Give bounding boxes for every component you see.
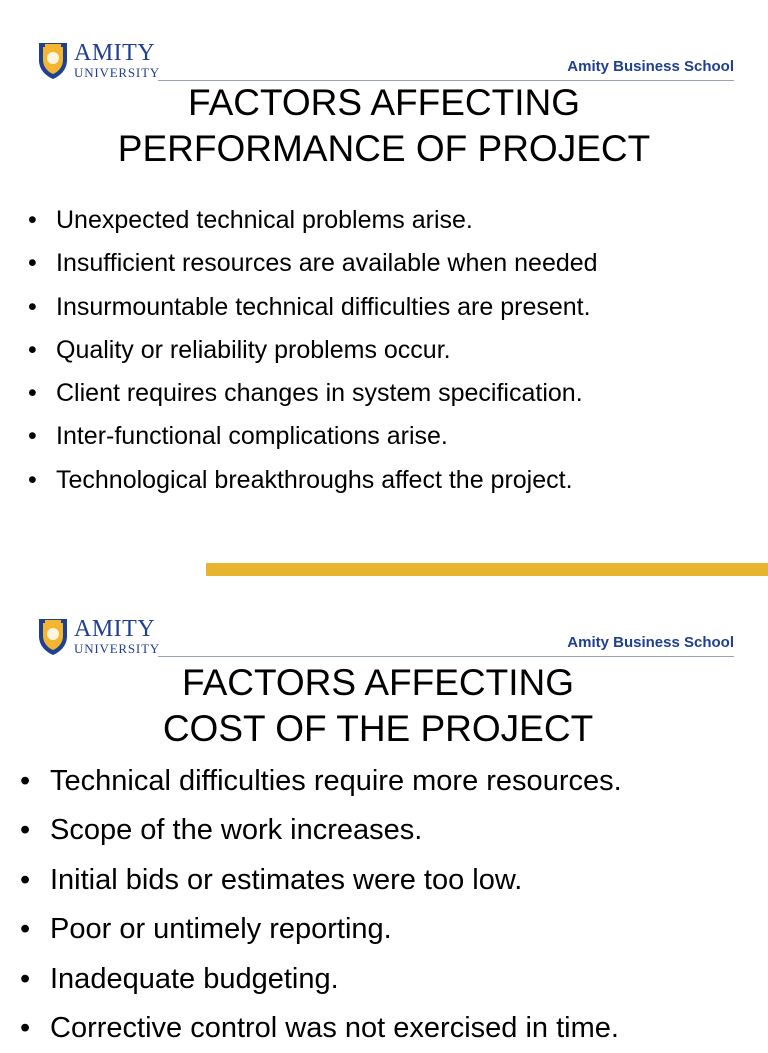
school-name: Amity Business School — [567, 634, 734, 651]
amity-logo — [36, 616, 160, 656]
bullet-icon: • — [20, 1011, 31, 1044]
title-line: PERFORMANCE OF PROJECT — [117, 128, 651, 169]
bullet-icon: • — [20, 765, 31, 797]
amity-logo — [36, 40, 160, 80]
list-item: • Unexpected technical problems arise. — [28, 199, 598, 242]
slide-title — [0, 80, 768, 172]
bullet-icon: • — [28, 292, 37, 321]
bullet-icon: • — [28, 465, 37, 494]
school-name: Amity Business School — [567, 58, 734, 75]
bullet-icon: • — [20, 962, 31, 995]
bullet-icon: • — [20, 863, 31, 896]
logo-subtitle: UNIVERSITY — [74, 641, 160, 656]
list-item: • Poor or untimely reporting. — [20, 905, 622, 954]
list-item: • Client requires changes in system specification. — [28, 372, 598, 415]
bullet-icon: • — [28, 206, 37, 234]
amity-shield-icon — [36, 616, 70, 656]
bullet-icon: • — [28, 379, 37, 408]
bullet-icon: • — [28, 249, 37, 278]
list-item: • Corrective control was not exercised in time. — [20, 1004, 622, 1053]
bullet-icon: • — [20, 913, 31, 946]
bullet-list — [20, 757, 622, 1053]
list-item: • Scope of the work increases. — [20, 806, 622, 855]
title-line: FACTORS AFFECTING — [188, 82, 580, 123]
list-item: • Technological breakthroughs affect the project. — [28, 459, 598, 502]
title-line: COST OF THE PROJECT — [162, 708, 594, 749]
bullet-icon: • — [28, 335, 37, 364]
amity-shield-icon — [36, 40, 70, 80]
list-item: • Insufficient resources are available when needed — [28, 242, 598, 285]
logo-name: AMITY — [74, 616, 156, 642]
title-line: FACTORS AFFECTING — [182, 662, 574, 703]
bullet-list — [28, 199, 598, 502]
list-item: • Inter-functional complications arise. — [28, 415, 598, 458]
header-divider — [158, 656, 734, 657]
list-item: • Insurmountable technical difficulties are present. — [28, 286, 598, 329]
list-item: • Initial bids or estimates were too low. — [20, 856, 622, 905]
logo-subtitle: UNIVERSITY — [74, 65, 160, 80]
bullet-icon: • — [28, 422, 37, 451]
slide-cost — [0, 576, 768, 1044]
slide-separator-bar — [206, 563, 768, 576]
list-item: • Inadequate budgeting. — [20, 955, 622, 1004]
list-item: • Quality or reliability problems occur. — [28, 329, 598, 372]
logo-name: AMITY — [74, 40, 156, 66]
slide-title — [0, 660, 756, 752]
bullet-icon: • — [20, 814, 31, 847]
list-item: • Technical difficulties require more resources. — [20, 757, 622, 806]
